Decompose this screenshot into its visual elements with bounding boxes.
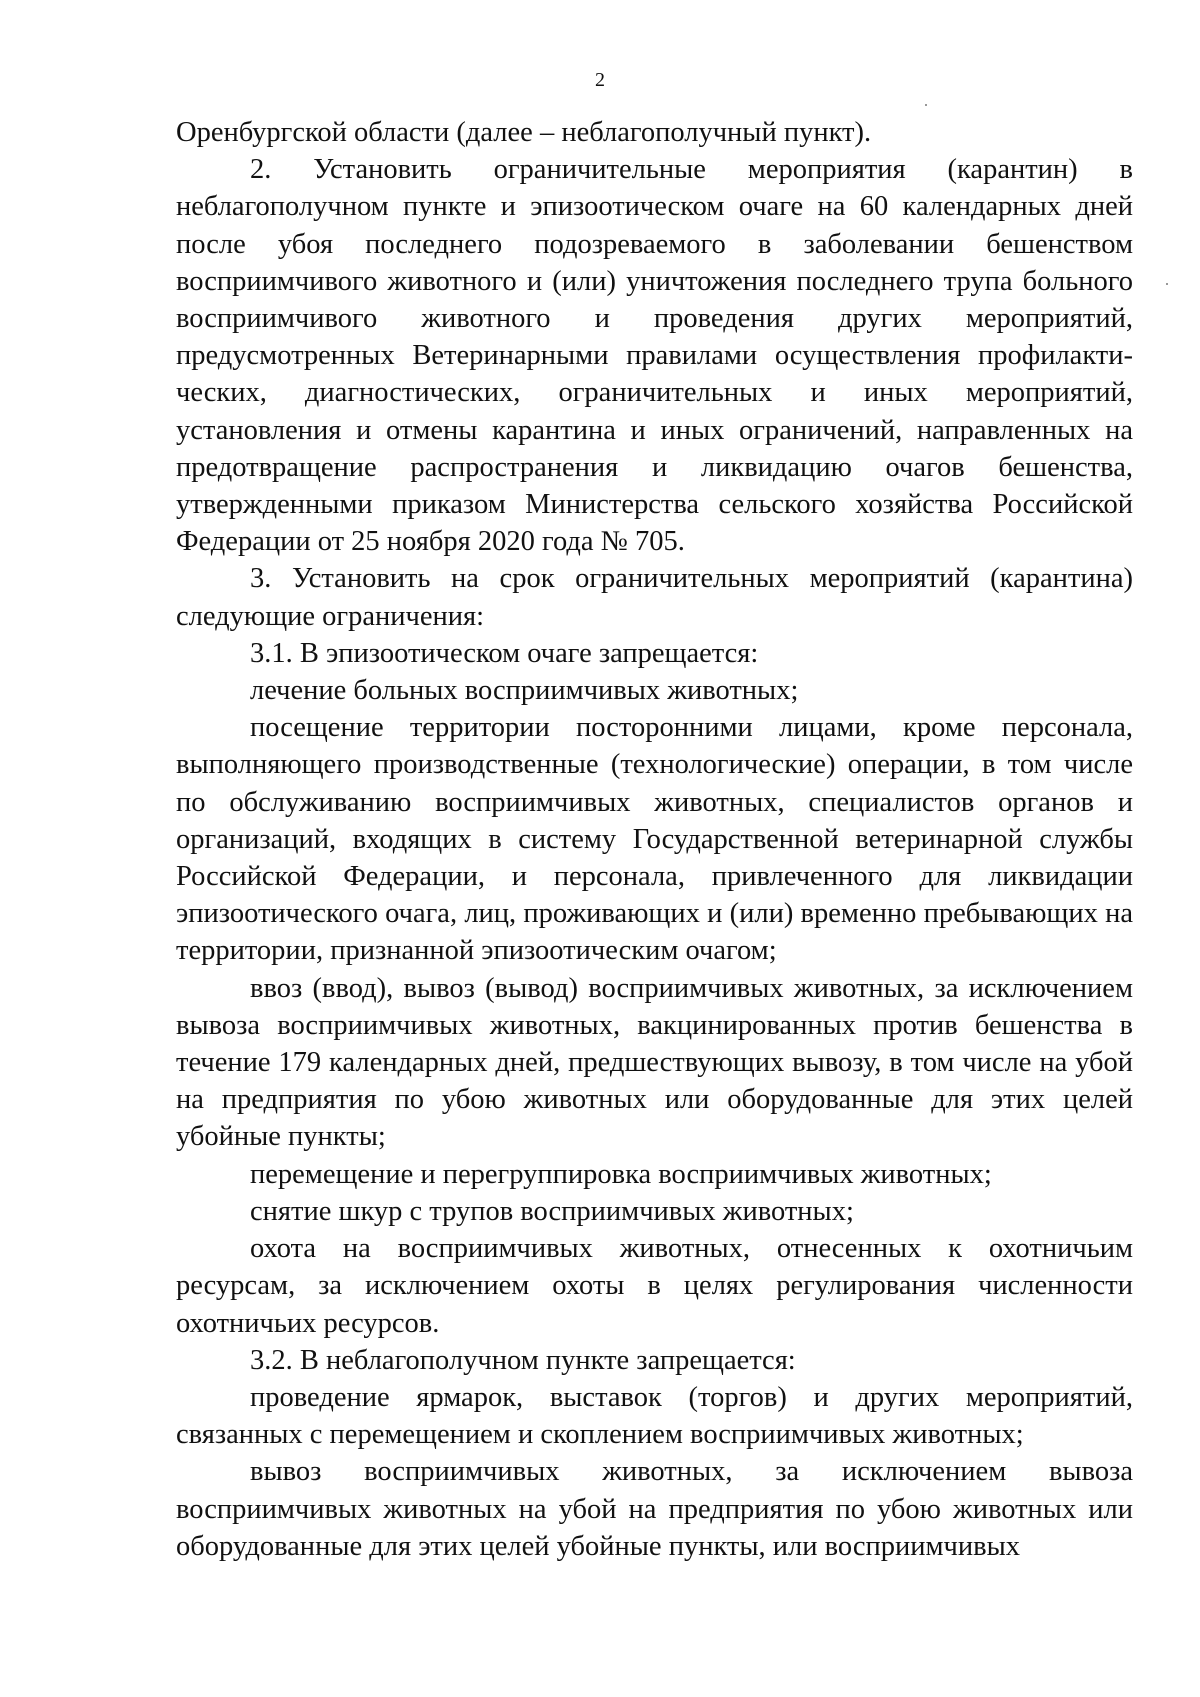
scan-speck: [925, 104, 927, 106]
paragraph: охота на восприимчивых животных, отнесенных к охотничьим ресурсам, за исключением охоты в целях регулирования численности охотничьих ресурсов.: [176, 1233, 1133, 1339]
paragraph: 3.2. В неблагополучном пункте запрещается:: [250, 1344, 796, 1376]
paragraph: посещение территории посторонними лицами, кроме персонала, выполняющего производственные (технологические) операции, в том числе по обслуживанию восприимчивых животных, специалистов органов и организаций, входящих в систему Государственной ветеринарной службы Российской Федерации, и персонала, привлеченного для ликвидации эпизоотического очага, лиц, проживающих и (или) временно пребывающих на территории, признанной эпизоотическим очагом;: [176, 712, 1133, 967]
paragraph: вывоз восприимчивых животных, за исключением вывоза восприимчивых животных на убой на предприятия по убою животных или оборудованные для этих целей убойные пункты, или восприимчивых: [176, 1456, 1133, 1562]
page-number: 2: [595, 69, 605, 91]
paragraph: проведение ярмарок, выставок (торгов) и других мероприятий, связанных с перемещением и скоплением восприимчивых животных;: [176, 1381, 1133, 1451]
scan-speck: [1166, 283, 1168, 285]
paragraph: снятие шкур с трупов восприимчивых животных;: [250, 1195, 854, 1227]
paragraph: 3. Установить на срок ограничительных мероприятий (карантина) следующие ограничения:: [176, 563, 1133, 632]
paragraph: лечение больных восприимчивых животных;: [250, 675, 799, 707]
paragraph: 2. Установить ограничительные мероприятия (карантин) в неблагополучном пункте и эпизоотическом очаге на 60 календарных дней после убоя последнего подозреваемого в заболевании бешенством восприимчивого животного и (или) уничтожения последнего трупа больного восприимчивого животного и проведения других мероприятий, предусмотренных Ветеринарными правилами осуществления профилактических, диагностических, ограничительных и иных мероприятий, установления и отмены карантина и иных ограничений, направленных на предотвращение распространения и ликвидацию очагов бешенства, утвержденными приказом Министерства сельского хозяйства Российской Федерации от 25 ноября 2020 года № 705.: [176, 154, 1133, 558]
document-body: [176, 114, 1133, 1565]
paragraph: 3.1. В эпизоотическом очаге запрещается:: [250, 637, 759, 669]
paragraph: перемещение и перегруппировка восприимчивых животных;: [250, 1158, 992, 1190]
paragraph: Оренбургской области (далее – неблагополучный пункт).: [176, 117, 872, 148]
paragraph: ввоз (ввод), вывоз (вывод) восприимчивых животных, за исключением вывоза восприимчивых животных, вакцинированных против бешенства в течение 179 календарных дней, предшествующих вывозу, в том числе на убой на предприятия по убою животных или оборудованные для этих целей убойные пункты;: [176, 972, 1133, 1153]
